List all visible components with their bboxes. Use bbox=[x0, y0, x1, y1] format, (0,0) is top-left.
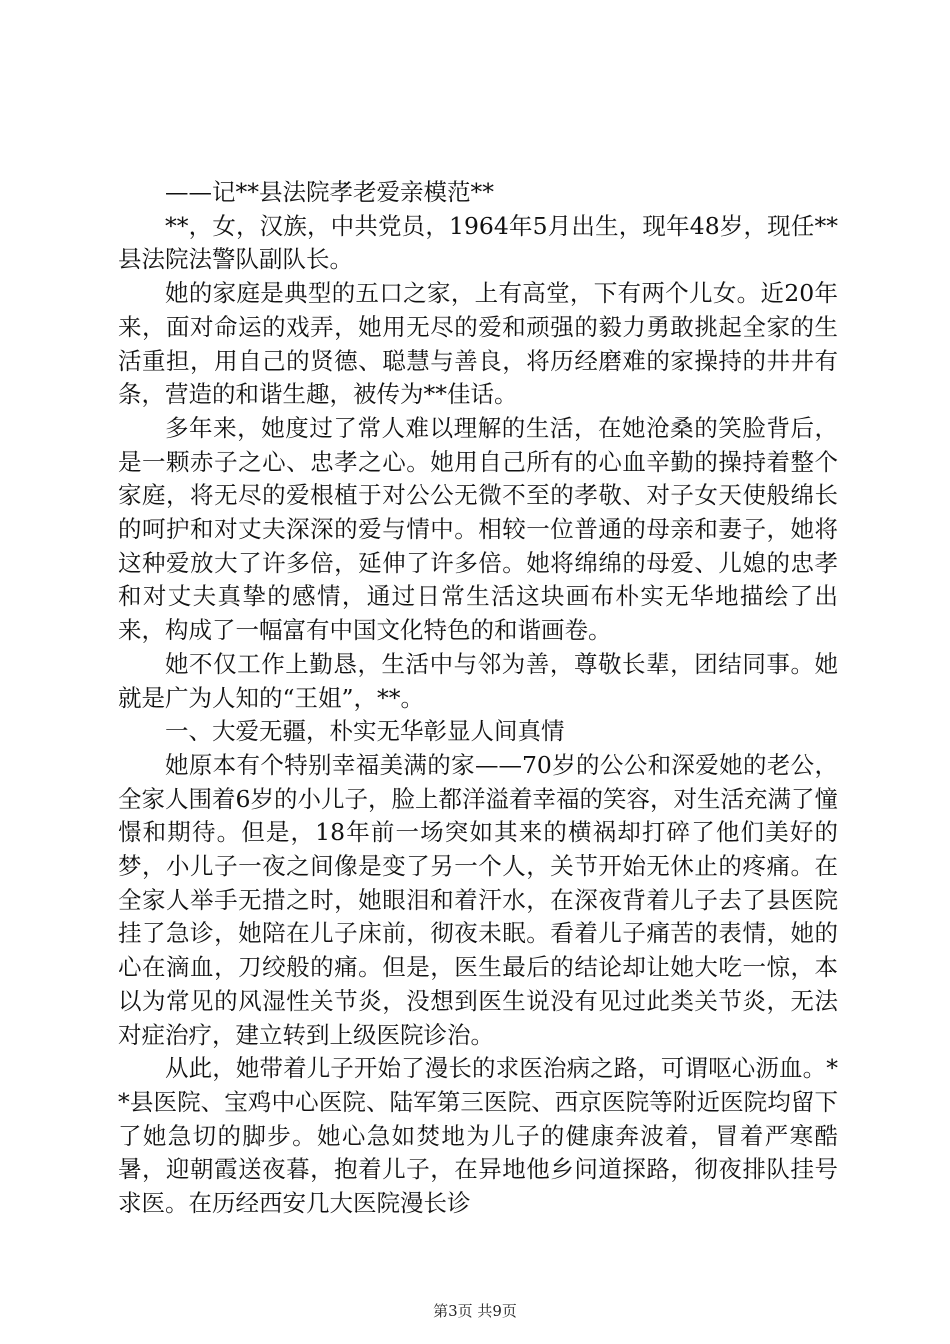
paragraph: 多年来，她度过了常人难以理解的生活，在她沧桑的笑脸背后，是一颗赤子之心、忠孝之心。她用自己所有的心血辛勤的操持着整个家庭，将无尽的爱根植于对公公无微不至的孝敬、对子女天使般绵长的呵护和对丈夫深深的爱与情中。相较一位普通的母亲和妻子，她将这种爱放大了许多倍，延伸了许多倍。她将绵绵的母爱、儿媳的忠孝和对丈夫真挚的感情，通过日常生活这块画布朴实无华地描绘了出来，构成了一幅富有中国文化特色的和谐画卷。 bbox=[118, 413, 838, 645]
paragraph: 她原本有个特别幸福美满的家——70岁的公公和深爱她的老公，全家人围着6岁的小儿子，脸上都洋溢着幸福的笑容，对生活充满了憧憬和期待。但是，18年前一场突如其来的横祸却打碎了他们美好的梦，小儿子一夜之间像是变了另一个人，关节开始无休止的疼痛。在全家人举手无措之时，她眼泪和着汗水，在深夜背着儿子去了县医院挂了急诊，她陪在儿子床前，彻夜未眠。看着儿子痛苦的表情，她的心在滴血，刀绞般的痛。但是，医生最后的结论却让她大吃一惊，本以为常见的风湿性关节炎，没想到医生说没有见过此类关节炎，无法对症治疗，建立转到上级医院诊治。 bbox=[118, 750, 838, 1049]
subtitle-line: ——记**县法院孝老爱亲模范** bbox=[165, 178, 494, 206]
paragraph: 从此，她带着儿子开始了漫长的求医治病之路，可谓呕心沥血。**县医院、宝鸡中心医院、陆军第三医院、西京医院等附近医院均留下了她急切的脚步。她心急如焚地为儿子的健康奔波着，冒着严寒酷暑，迎朝霞送夜暮，抱着儿子，在异地他乡问道探路，彻夜排队挂号求医。在历经西安几大医院漫长诊 bbox=[118, 1054, 838, 1218]
paragraph: 她的家庭是典型的五口之家，上有高堂，下有两个儿女。近20年来，面对命运的戏弄，她用无尽的爱和顽强的毅力勇敢挑起全家的生活重担，用自己的贤德、聪慧与善良，将历经磨难的家操持的井井有条，营造的和谐生趣，被传为**佳话。 bbox=[118, 279, 838, 409]
section-heading: 一、大爱无疆，朴实无华彰显人间真情 bbox=[165, 717, 565, 746]
paragraph: **，女，汉族，中共党员，1964年5月出生，现年48岁，现任**县法院法警队副队长。 bbox=[118, 211, 838, 274]
page-footer: 第3页 共9页 bbox=[433, 1302, 517, 1320]
body-text bbox=[118, 176, 838, 1221]
paragraph: 她不仅工作上勤恳，生活中与邻为善，尊敬长辈，团结同事。她就是广为人知的“王姐”，**。 bbox=[118, 649, 838, 712]
